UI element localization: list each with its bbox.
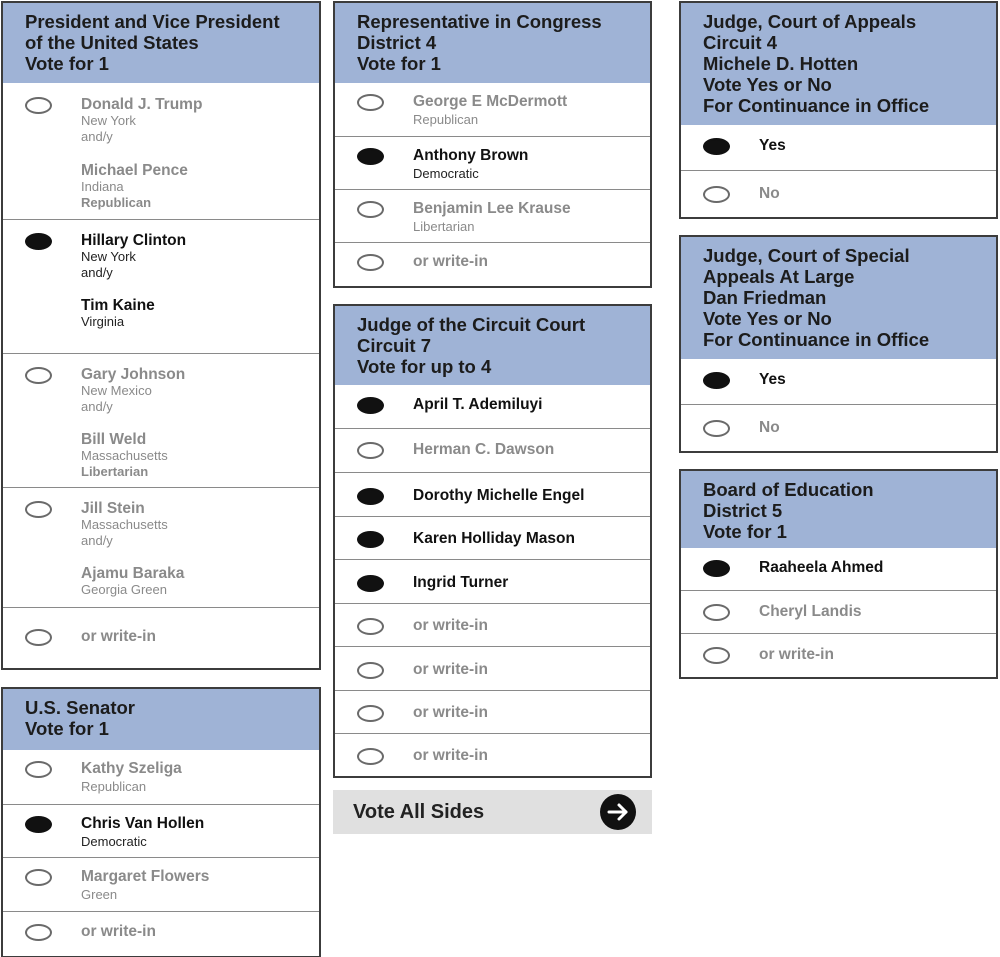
candidate-option[interactable] (681, 548, 996, 590)
candidate-name: or write-in (81, 628, 156, 645)
candidate-option[interactable] (3, 487, 319, 607)
contest-header (335, 3, 650, 83)
candidate-option[interactable] (3, 83, 319, 219)
contest-header-line: Vote for 1 (25, 53, 109, 74)
candidate-name: or write-in (413, 253, 488, 270)
filled-bubble[interactable] (357, 148, 384, 165)
contest-header-line: U.S. Senator (25, 697, 135, 718)
filled-bubble[interactable] (703, 138, 730, 155)
contest-senator (1, 687, 321, 957)
candidate-option[interactable] (335, 516, 650, 559)
candidate-detail: Republican (81, 195, 152, 210)
candidate-option[interactable] (335, 690, 650, 733)
candidate-detail: Massachusetts (81, 517, 168, 532)
empty-bubble[interactable] (357, 94, 384, 111)
filled-bubble[interactable] (703, 560, 730, 577)
candidate-name: No (759, 419, 780, 436)
candidate-detail: Libertarian (413, 219, 475, 234)
filled-bubble[interactable] (357, 397, 384, 414)
empty-bubble[interactable] (357, 442, 384, 459)
candidate-detail: Democratic (81, 834, 147, 849)
empty-bubble[interactable] (703, 604, 730, 621)
candidate-detail: Libertarian (81, 464, 149, 479)
candidate-name: or write-in (81, 923, 156, 940)
candidate-option[interactable] (3, 750, 319, 804)
contest-header-line: Michele D. Hotten (703, 53, 859, 74)
empty-bubble[interactable] (703, 420, 730, 437)
candidate-name: Donald J. Trump (81, 96, 203, 113)
vote-all-sides-button[interactable] (333, 790, 652, 834)
candidate-option[interactable] (3, 804, 319, 857)
filled-bubble[interactable] (357, 531, 384, 548)
filled-bubble[interactable] (357, 488, 384, 505)
empty-bubble[interactable] (357, 662, 384, 679)
candidate-option[interactable] (3, 857, 319, 911)
empty-bubble[interactable] (357, 618, 384, 635)
candidate-option[interactable] (335, 559, 650, 603)
contest-header (681, 3, 996, 125)
candidate-detail: Green (81, 887, 118, 902)
candidate-option[interactable] (681, 125, 996, 170)
empty-bubble[interactable] (25, 924, 52, 941)
candidate-option[interactable] (3, 353, 319, 487)
contest-congress (333, 1, 652, 288)
contest-header (681, 471, 996, 548)
candidate-name: Gary Johnson (81, 366, 186, 383)
contest-circuit-court (333, 304, 652, 778)
contest-header (335, 306, 650, 385)
candidate-option[interactable] (681, 170, 996, 217)
candidate-detail: New York (81, 249, 136, 264)
contest-special-appeals (679, 235, 998, 453)
empty-bubble[interactable] (357, 254, 384, 271)
candidate-detail: and/y (81, 265, 113, 280)
candidate-option[interactable] (681, 404, 996, 451)
candidate-option[interactable] (335, 603, 650, 646)
candidate-detail: Massachusetts (81, 448, 168, 463)
candidate-option[interactable] (335, 385, 650, 428)
candidate-detail: and/y (81, 129, 113, 144)
empty-bubble[interactable] (25, 629, 52, 646)
empty-bubble[interactable] (357, 705, 384, 722)
contest-header-line: of the United States (25, 32, 199, 53)
candidate-detail: and/y (81, 399, 113, 414)
filled-bubble[interactable] (357, 575, 384, 592)
empty-bubble[interactable] (357, 201, 384, 218)
candidate-detail: Georgia Green (81, 582, 167, 597)
candidate-detail: Indiana (81, 179, 124, 194)
candidate-option[interactable] (681, 590, 996, 633)
contest-education (679, 469, 998, 679)
contest-header-line: Board of Education (703, 479, 874, 500)
candidate-detail: New Mexico (81, 383, 152, 398)
contest-header-line: Vote for 1 (703, 521, 787, 542)
contest-header-line: Representative in Congress (357, 11, 602, 32)
empty-bubble[interactable] (25, 761, 52, 778)
candidate-name: Dorothy Michelle Engel (413, 487, 585, 504)
candidate-name: Benjamin Lee Krause (413, 200, 571, 217)
contest-appeals (679, 1, 998, 219)
candidate-option[interactable] (335, 646, 650, 690)
empty-bubble[interactable] (703, 647, 730, 664)
empty-bubble[interactable] (25, 97, 52, 114)
candidate-name: Anthony Brown (413, 147, 529, 164)
candidate-name: Bill Weld (81, 431, 147, 448)
contest-header-line: Judge, Court of Special (703, 245, 910, 266)
candidate-name: Cheryl Landis (759, 603, 862, 620)
contest-header-line: President and Vice President (25, 11, 280, 32)
contest-header-line: Judge, Court of Appeals (703, 11, 917, 32)
candidate-name: or write-in (413, 617, 488, 634)
candidate-option[interactable] (3, 219, 319, 353)
candidate-name: Yes (759, 137, 786, 154)
candidate-detail: Democratic (413, 166, 479, 181)
candidate-option[interactable] (335, 242, 650, 286)
candidate-option[interactable] (335, 733, 650, 776)
candidate-name: Raaheela Ahmed (759, 559, 884, 576)
candidate-detail: and/y (81, 533, 113, 548)
candidate-name: Kathy Szeliga (81, 760, 182, 777)
candidate-name: Ajamu Baraka (81, 565, 185, 582)
empty-bubble[interactable] (25, 367, 52, 384)
candidate-option[interactable] (335, 189, 650, 242)
contest-header-line: For Continuance in Office (703, 329, 930, 350)
candidate-name: Ingrid Turner (413, 574, 509, 591)
arrow-right-icon (600, 794, 636, 830)
candidate-name: or write-in (413, 747, 488, 764)
contest-header-line: Vote Yes or No (703, 74, 832, 95)
candidate-option[interactable] (3, 607, 319, 668)
contest-header-line: Vote for 1 (25, 718, 109, 739)
candidate-name: Yes (759, 371, 786, 388)
empty-bubble[interactable] (703, 186, 730, 203)
contest-header-line: Vote Yes or No (703, 308, 832, 329)
candidate-option[interactable] (681, 633, 996, 677)
candidate-name: Margaret Flowers (81, 868, 210, 885)
filled-bubble[interactable] (703, 372, 730, 389)
contest-header-line: Judge of the Circuit Court (357, 314, 586, 335)
candidate-name: Herman C. Dawson (413, 441, 555, 458)
contest-header-line: District 5 (703, 500, 783, 521)
contest-header-line: Appeals At Large (703, 266, 855, 287)
contest-president (1, 1, 321, 670)
contest-header (3, 3, 319, 83)
candidate-name: April T. Ademiluyi (413, 396, 543, 413)
candidate-detail: Virginia (81, 314, 125, 329)
candidate-name: or write-in (413, 661, 488, 678)
contest-header-line: For Continuance in Office (703, 95, 930, 116)
contest-header (3, 689, 319, 750)
filled-bubble[interactable] (25, 816, 52, 833)
candidate-option[interactable] (335, 136, 650, 189)
contest-header (681, 237, 996, 359)
empty-bubble[interactable] (25, 869, 52, 886)
contest-header-line: Vote for 1 (357, 53, 441, 74)
candidate-option[interactable] (335, 428, 650, 472)
candidate-name: or write-in (759, 646, 834, 663)
candidate-detail: Republican (81, 779, 147, 794)
candidate-name: George E McDermott (413, 93, 568, 110)
contest-header-line: Circuit 7 (357, 335, 432, 356)
contest-header-line: Vote for up to 4 (357, 356, 492, 377)
candidate-detail: New York (81, 113, 136, 128)
contest-header-line: Dan Friedman (703, 287, 827, 308)
candidate-name: Karen Holliday Mason (413, 530, 575, 547)
candidate-name: Tim Kaine (81, 297, 155, 314)
candidate-name: Hillary Clinton (81, 232, 187, 249)
contest-header-line: Circuit 4 (703, 32, 778, 53)
candidate-name: or write-in (413, 704, 488, 721)
empty-bubble[interactable] (357, 748, 384, 765)
candidate-name: Michael Pence (81, 162, 188, 179)
candidate-option[interactable] (3, 911, 319, 956)
candidate-option[interactable] (335, 472, 650, 516)
contest-header-line: District 4 (357, 32, 437, 53)
candidate-name: No (759, 185, 780, 202)
filled-bubble[interactable] (25, 233, 52, 250)
candidate-option[interactable] (335, 83, 650, 136)
candidate-detail: Republican (413, 112, 479, 127)
candidate-option[interactable] (681, 359, 996, 404)
vote-all-sides-label: Vote All Sides (353, 801, 485, 823)
candidate-name: Jill Stein (81, 500, 145, 517)
candidate-name: Chris Van Hollen (81, 815, 205, 832)
empty-bubble[interactable] (25, 501, 52, 518)
